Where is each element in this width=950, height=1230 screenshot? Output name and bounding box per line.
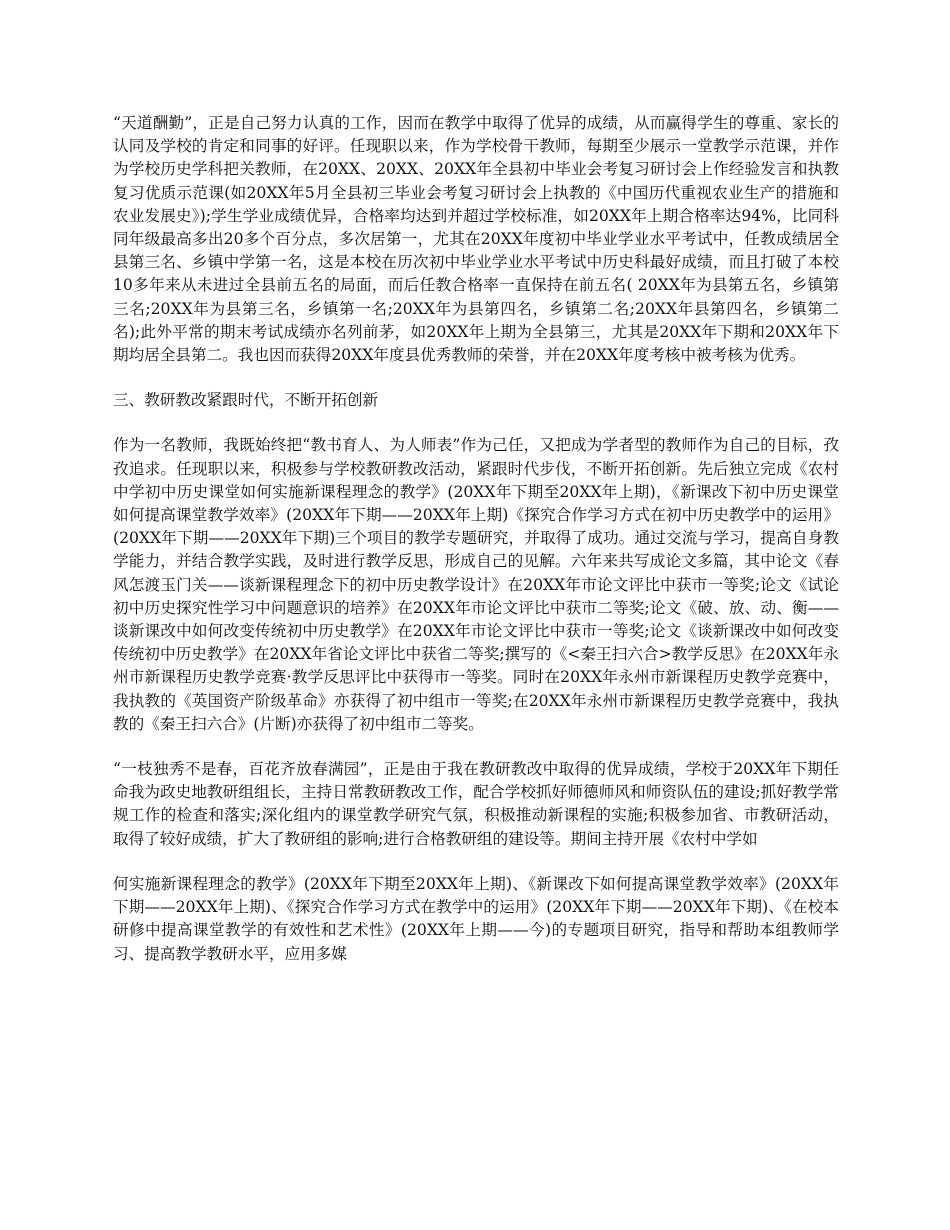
section-heading-research-reform: 三、教研教改紧跟时代，不断开拓创新: [113, 391, 379, 410]
paragraph-research-achievements: 作为一名教师，我既始终把“教书育人、为人师表”作为己任，又把成为学者型的教师作为自己的目标，孜孜追求。任现职以来，积极参与学校教研教改活动，紧跟时代步伐，不断开拓创新。先后独立完成《农村中学初中历史课堂如何实施新课程理念的教学》(20XX年下期至20XX年上期)，《新课改下初中历史课堂如何提高课堂教学效率》(20XX年下期——20XX年上期)《探究合作学习方式在初中历史教学中的运用》(20XX年下期——20XX年下期)三个项目的教学专题研究，并取得了成功。通过交流与学习，提高自身教学能力，并结合教学实践，及时进行教学反思，形成自己的见解。六年来共写成论文多篇，其中论文《春风怎渡玉门关——谈新课程理念下的初中历史教学设计》在20XX年市论文评比中获市一等奖;论文《试论初中历史探究性学习中问题意识的培养》在20XX年市论文评比中获市二等奖;论文《破、放、动、衡——谈新课改中如何改变传统初中历史教学》在20XX年市论文评比中获市一等奖;论文《谈新课改中如何改变传统初中历史教学》在20XX年省论文评比中获省二等奖;撰写的《<秦王扫六合>教学反思》在20XX年永州市新课程历史教学竞赛·教学反思评比中获得市一等奖。同时在20XX年永州市新课程历史教学竞赛中，我执教的《英国资产阶级革命》亦获得了初中组市一等奖;在20XX年永州市新课程历史教学竞赛中，我执教的《秦王扫六合》(片断)亦获得了初中组市二等奖。: [113, 436, 839, 733]
paragraph-project-research: 何实施新课程理念的教学》(20XX年下期至20XX年上期)、《新课改下如何提高课堂教学效率》(20XX年下期——20XX年上期)、《探究合作学习方式在教学中的运用》(20XX年下期——20XX年下期)、《在校本研修中提高课堂教学的有效性和艺术性》(20XX年上期——今)的专题项目研究，指导和帮助本组教师学习、提高教学教研水平，应用多媒: [113, 874, 839, 963]
paragraph-research-group-leader: “一枝独秀不是春，百花齐放春满园”，正是由于我在教研教改中取得的优异成绩，学校于20XX年下期任命我为政史地教研组组长，主持日常教研教改工作，配合学校抓好师德师风和师资队伍的建设;抓好教学常规工作的检查和落实;深化组内的课堂教学研究气氛，积极推动新课程的实施;积极参加省、市教研活动，取得了较好成绩，扩大了教研组的影响;进行合格教研组的建设等。期间主持开展《农村中学如: [113, 760, 839, 848]
paragraph-teaching-results: “天道酬勤”，正是自己努力认真的工作，因而在教学中取得了优异的成绩，从而赢得学生的尊重、家长的认同及学校的肯定和同事的好评。任现职以来，作为学校骨干教师，每期至少展示一堂教学示范课，并作为学校历史学科把关教师，在20XX、20XX、20XX年全县初中毕业会考复习研讨会上作经验发言和执教复习优质示范课(如20XX年5月全县初三毕业会考复习研讨会上执教的《中国历代重视农业生产的措施和农业发展史》);学生学业成绩优异，合格率均达到并超过学校标准，如20XX年上期合格率达94%，比同科同年级最高多出20多个百分点，多次居第一，尤其在20XX年度初中毕业学业水平考试中，任教成绩居全县第三名、乡镇中学第一名，这是本校在历次初中毕业学业水平考试中历史科最好成绩，而且打破了本校10多年来从未进过全县前五名的局面，而后任教合格率一直保持在前五名( 20XX年为县第五名，乡镇第三名;20XX年为县第三名，乡镇第一名;20XX年为县第四名，乡镇第二名;20XX年县第四名，乡镇第二名);此外平常的期末考试成绩亦名列前茅，如20XX年上期为全县第三，尤其是20XX年下期和20XX年下期均居全县第二。我也因而获得20XX年度县优秀教师的荣誉，并在20XX年度考核中被考核为优秀。: [113, 114, 839, 365]
document-page: [113, 112, 839, 988]
